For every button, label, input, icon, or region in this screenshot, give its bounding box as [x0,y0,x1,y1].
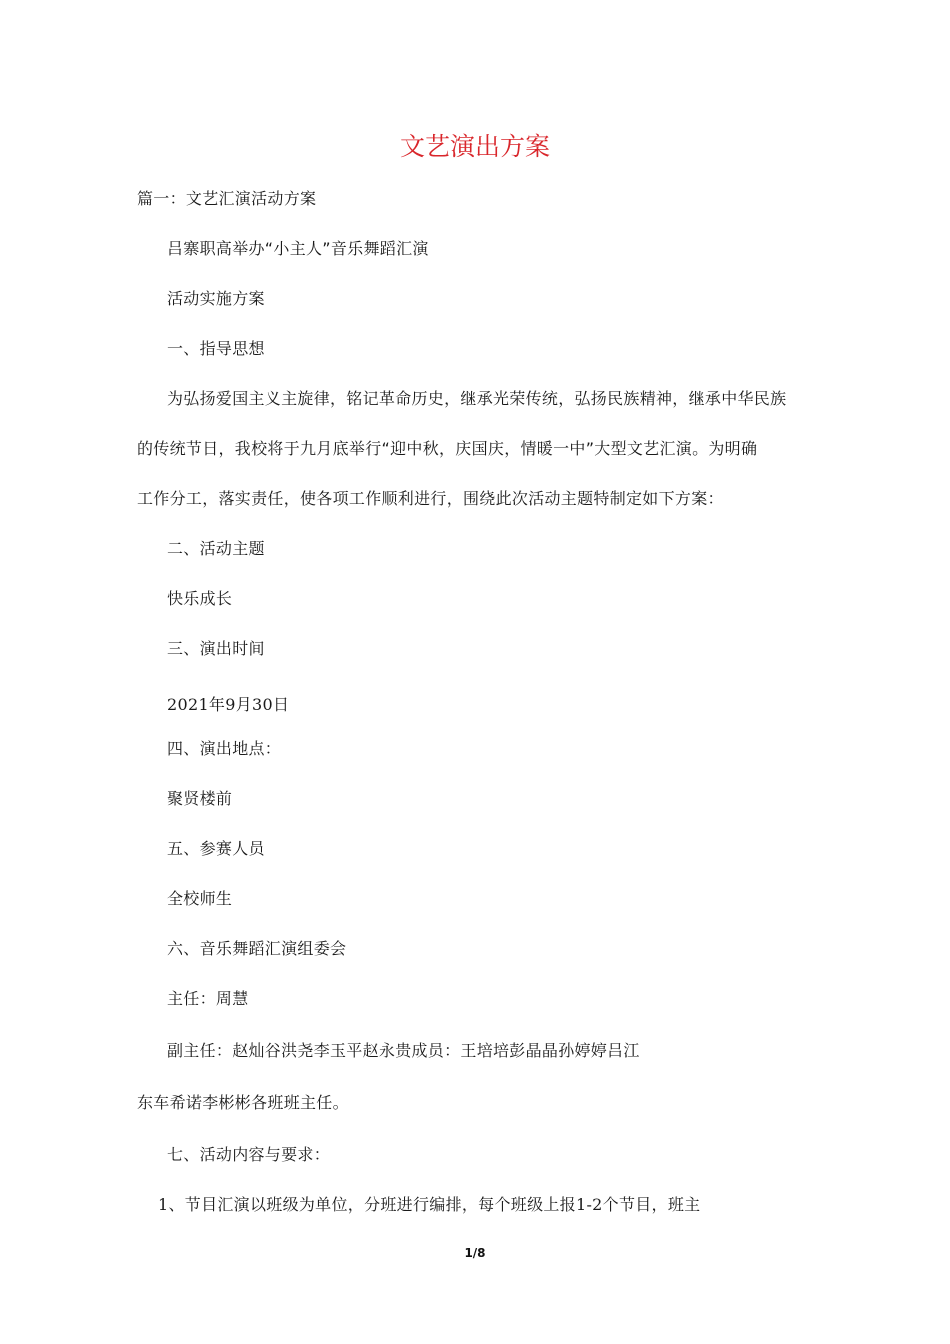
heading-activity-requirements: 七、活动内容与要求： [167,1145,331,1164]
venue-value: 聚贤楼前 [167,789,233,808]
activity-theme-value: 快乐成长 [167,589,233,608]
requirement-item-1: 1、节目汇演以班级为单位，分班进行编排，每个班级上报1-2个节目，班主 [158,1195,701,1214]
participants-value: 全校师生 [167,889,233,908]
plan-subtitle: 活动实施方案 [167,289,265,308]
section-heading-part-one: 篇一：文艺汇演活动方案 [137,189,317,208]
committee-director: 主任：周慧 [167,989,249,1008]
document-title: 文艺演出方案 [399,132,550,161]
heading-performance-venue: 四、演出地点： [167,739,282,758]
page-number: 1/8 [464,1246,486,1260]
paragraph-line-3: 工作分工，落实责任，使各项工作顺利进行，围绕此次活动主题特制定如下方案： [137,489,724,508]
heading-activity-theme: 二、活动主题 [167,539,265,558]
heading-participants: 五、参赛人员 [167,839,265,858]
committee-members-line-1: 副主任：赵灿谷洪尧李玉平赵永贵成员：王培培彭晶晶孙婷婷吕江 [167,1041,640,1060]
heading-guiding-thought: 一、指导思想 [167,339,265,358]
paragraph-line-1: 为弘扬爱国主义主旋律，铭记革命历史，继承光荣传统，弘扬民族精神，继承中华民族 [167,389,787,408]
paragraph-line-2: 的传统节日，我校将于九月底举行“迎中秋，庆国庆，情暖一中”大型文艺汇演。为明确 [137,439,758,458]
event-name-line: 吕寨职高举办“小主人”音乐舞蹈汇演 [167,239,429,258]
heading-performance-time: 三、演出时间 [167,639,265,658]
heading-organizing-committee: 六、音乐舞蹈汇演组委会 [167,939,347,958]
committee-members-line-2: 东车希诺李彬彬各班班主任。 [137,1093,349,1112]
performance-date: 2021年9月30日 [167,695,290,714]
